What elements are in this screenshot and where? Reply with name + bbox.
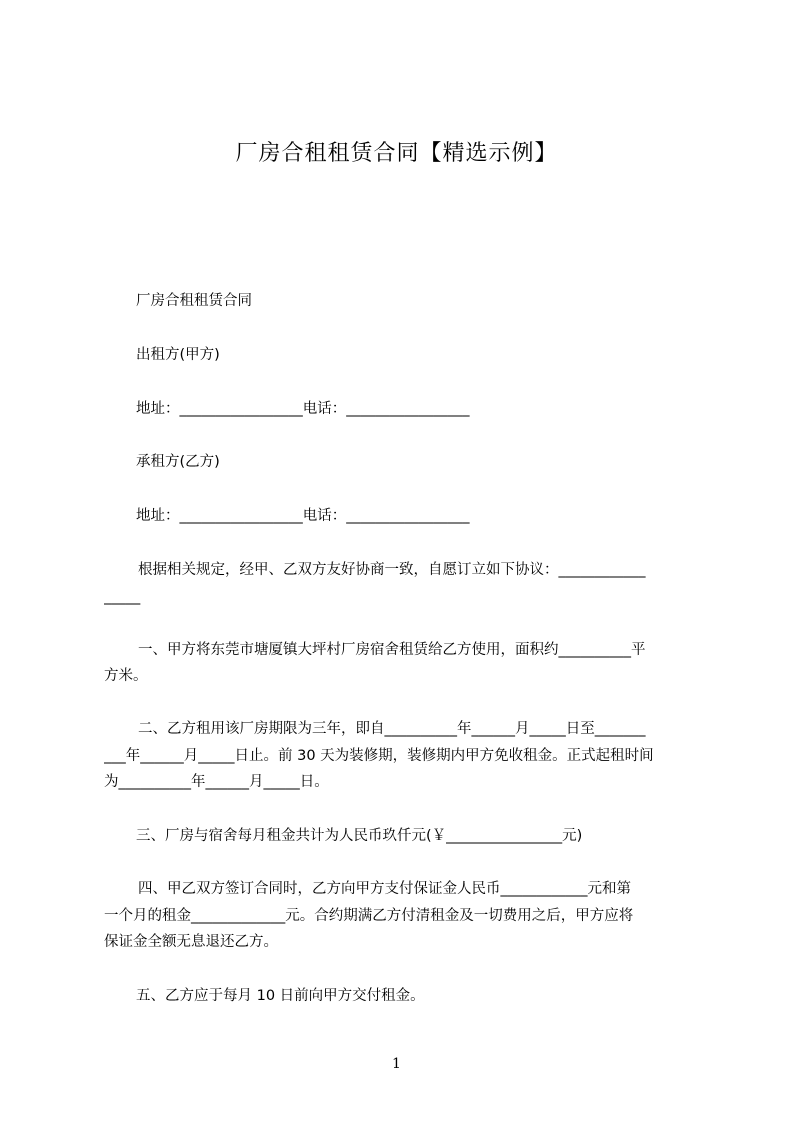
clause-2-line-2: ___年______月_____日止。前 30 天为装修期，装修期内甲方免收租金。正式起租时间: [104, 748, 654, 764]
contract-heading: 厂房合租租赁合同: [136, 293, 252, 309]
clause-1-line-1: 一、甲方将东莞市塘厦镇大坪村厂房宿舍租赁给乙方使用，面积约__________平: [138, 642, 646, 658]
clause-1-line-2: 方米。: [104, 668, 148, 684]
document-title: 厂房合租租赁合同【精选示例】: [235, 141, 558, 166]
clause-2-line-1: 二、乙方租用该厂房期限为三年，即自__________年______月_____日至_______: [138, 721, 646, 737]
clause-4-line-2: 一个月的租金_____________元。合约期满乙方付清租金及一切费用之后，甲方应将: [104, 908, 634, 924]
page-number: 1: [392, 1056, 401, 1072]
clause-2-line-3: 为__________年______月_____日。: [104, 774, 329, 790]
lessor-contact-line: 地址：_________________电话：_________________: [136, 401, 470, 417]
preamble-line-1: 根据相关规定，经甲、乙双方友好协商一致，自愿订立如下协议：____________: [138, 562, 646, 578]
lessee-label: 承租方(乙方): [136, 454, 220, 470]
clause-4-line-1: 四、甲乙双方签订合同时，乙方向甲方支付保证金人民币____________元和第: [138, 881, 631, 897]
clause-4-line-3: 保证金全额无息退还乙方。: [104, 934, 278, 950]
lessee-contact-line: 地址：_________________电话：_________________: [136, 508, 470, 524]
clause-5-line-1: 五、乙方应于每月 10 日前向甲方交付租金。: [136, 988, 425, 1004]
clause-3-line-1: 三、厂房与宿舍每月租金共计为人民币玖仟元(￥________________元): [136, 828, 583, 844]
preamble-line-2: _____: [104, 589, 141, 605]
lessor-label: 出租方(甲方): [136, 347, 220, 363]
